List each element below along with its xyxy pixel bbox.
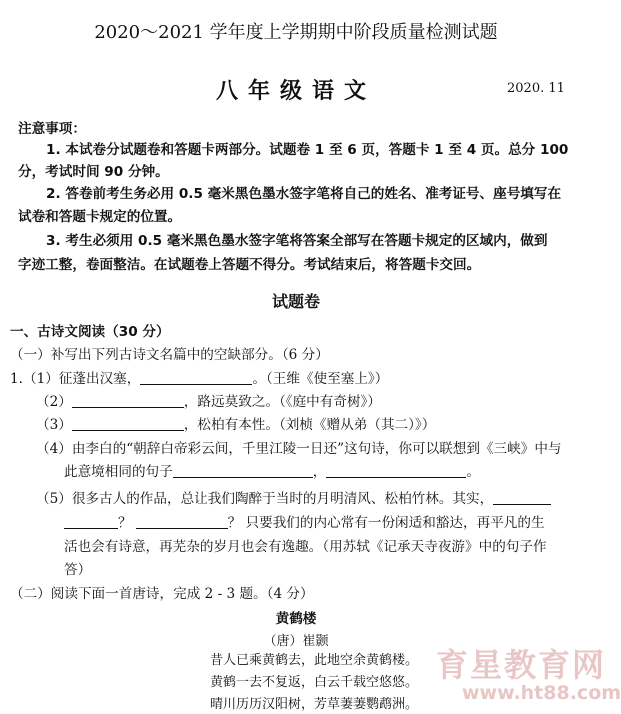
question-1-5-line-1 [36,490,551,508]
notice-item-1-line-1: 1. 本试卷分试题卷和答题卡两部分。试题卷 1 至 6 页，答题卡 1 至 4 页。总分 100 [46,142,569,158]
exam-date: 2020. 11 [507,81,565,96]
poem-title: 黄鹤楼 [275,611,317,627]
notice-heading: 注意事项： [18,121,86,137]
question-1-2-prefix: （2） [36,394,72,410]
answer-blank[interactable] [326,464,466,478]
part-1-title: 一、古诗文阅读（30 分） [10,324,170,340]
watermark-url: www.ht88.com [462,682,621,704]
question-1-5-rest: ？ 只要我们的内心常有一份闲适和豁达，再平凡的生 [227,515,545,531]
subject-title: 八年级语文 [215,79,376,104]
watermark-main: 育星教育网 [436,646,607,684]
question-1-2 [36,393,381,411]
poem-line: 昔人已乘黄鹤去，此地空余黄鹤楼。 [210,653,419,668]
subsection-2-title: （二）阅读下面一首唐诗，完成 2 - 3 题。（4 分） [10,586,314,602]
question-1-3-suffix: ，松柏有本性。（刘桢《赠从弟（其二）》） [183,417,436,433]
answer-blank[interactable] [72,417,184,431]
poem-line: 黄鹤一去不复返，白云千载空悠悠。 [210,675,419,690]
question-1-5-mark: ？ [118,515,132,531]
question-1-4-suffix: 。 [466,464,480,480]
question-1-4-prefix: 此意境相同的句子 [64,464,173,480]
answer-blank[interactable] [173,464,313,478]
answer-blank[interactable] [136,515,228,529]
notice-item-1-line-2: 分，考试时间 90 分钟。 [18,164,169,180]
subsection-1-title: （一）补写出下列古诗文名篇中的空缺部分。（6 分） [10,347,329,363]
answer-blank[interactable] [72,394,184,408]
poem-author: （唐）崔颢 [263,634,329,649]
answer-blank[interactable] [64,515,118,529]
notice-item-2-line-2: 试卷和答题卡规定的位置。 [18,209,182,225]
question-1-5-line-3: 活也会有诗意，再芜杂的岁月也会有逸趣。（用苏轼《记承天寺夜游》中的句子作 [64,539,547,555]
answer-blank[interactable] [493,491,551,505]
question-1-1-suffix: 。（王维《使至塞上》） [252,371,389,387]
question-1-2-suffix: ，路远莫致之。（《庭中有奇树》） [183,394,381,410]
question-1-4-line-2 [64,463,480,481]
answer-blank[interactable] [140,371,252,385]
notice-item-3-line-2: 字迹工整，卷面整洁。在试题卷上答题不得分。考试结束后，将答题卡交回。 [18,257,481,273]
watermark-logo [436,648,621,704]
section-title: 试题卷 [271,292,320,311]
question-1-5-line-2 [64,514,545,532]
question-1-5-line-4: 答） [64,562,92,578]
question-1-1-prefix: 1.（1）征蓬出汉塞， [10,371,141,387]
notice-item-2-line-1: 2. 答卷前考生务必用 0.5 毫米黑色墨水签字笔将自己的姓名、准考证号、座号填写在 [46,186,562,202]
poem-line: 晴川历历汉阳树，芳草萋萋鹦鹉洲。 [210,697,419,712]
question-1-3 [36,416,435,434]
exam-title: 2020～2021 学年度上学期期中阶段质量检测试题 [94,22,498,43]
question-1-3-prefix: （3） [36,417,72,433]
question-1-4-line-1: （4）由李白的“朝辞白帝彩云间，千里江陵一日还”这句诗，你可以联想到《三峡》中与 [36,441,562,457]
question-1-4-mid: ， [312,464,327,480]
question-1-5-text: （5）很多古人的作品，总让我们陶醉于当时的月明清风、松柏竹林。其实， [36,491,494,507]
notice-item-3-line-1: 3. 考生必须用 0.5 毫米黑色墨水签字笔将答案全部写在答题卡规定的区域内，做到 [46,233,548,249]
question-1-1 [10,370,388,388]
